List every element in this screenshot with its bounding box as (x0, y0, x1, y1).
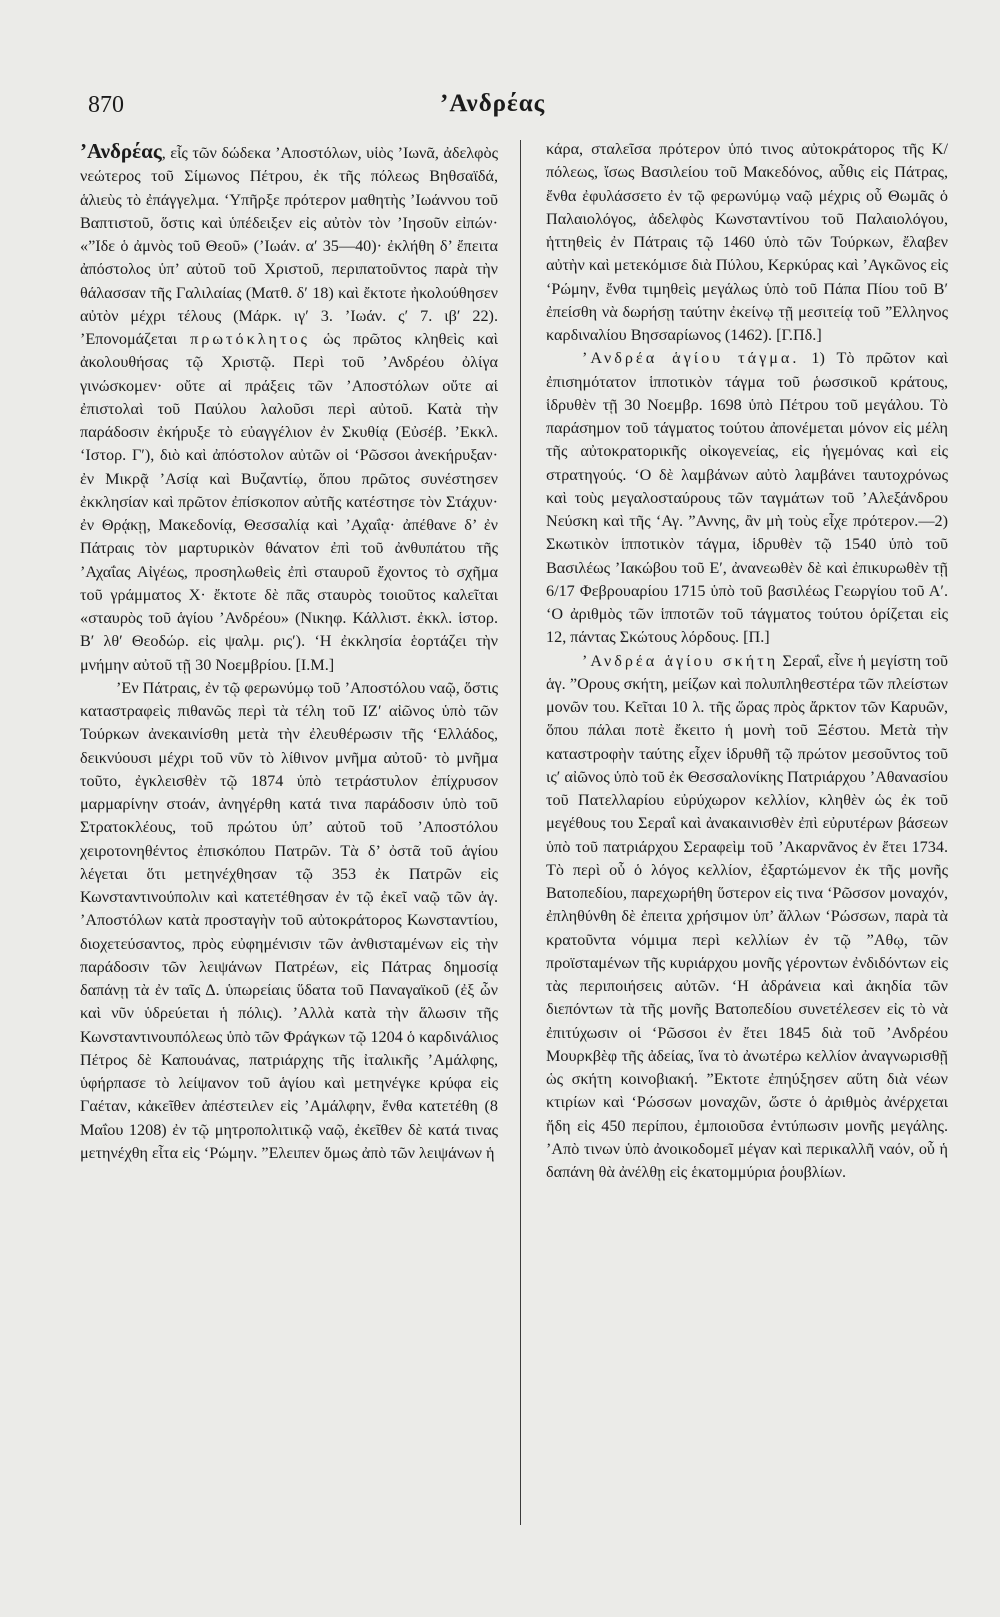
right-column (546, 138, 948, 1184)
entry-skete (546, 650, 948, 1185)
entry-andreas (80, 140, 498, 677)
page-number: 870 (88, 92, 124, 118)
left-column (80, 140, 498, 1165)
entry-headword: ’Ανδρέας (80, 139, 162, 163)
entry-order-text: 1) Τὸ πρῶτον καὶ ἐπισημότατον ἱπποτικὸν τάγμα τοῦ ῥωσσικοῦ κράτους, ἱδρυθὲν τῇ 30 Νοεμβρ. 1698 ὑπὸ Πέτρου τοῦ μεγάλου. Τὸ παράσημον τοῦ τάγματος τούτου ἀπονέμεται μόνον εἰς μέλη τῆς αὐτοκρατορικῆς οἰκογενείας, εἰς ἡγεμόνας καὶ εἰς στρατηγούς. ‘Ο δὲ λαμβάνων αὐτὸ λαμβάνει ταυτοχρόνως καὶ τοὺς μεγαλοσταύρους τῶν ταγμάτων τοῦ ’Αλεξάνδρου Νεύσκη καὶ τῆς ‘Αγ. ”Αννης, ἂν μὴ τοὺς εἶχε πρότερον.—2) Σκωτικὸν ἱπποτικὸν τάγμα, ἱδρυθὲν τῷ 1540 ὑπὸ τοῦ Βασιλέως ’Ιακώβου τοῦ Ε′, ἀνανεωθὲν δὲ καὶ ἐπικυρωθὲν τῇ 6/17 Φεβρουαρίου 1715 ὑπὸ τοῦ βασιλέως Γεωργίου τοῦ Α′. ‘Ο ἀριθμὸς τῶν ἱπποτῶν τοῦ τάγματος τούτου ὁρίζεται εἰς 12, πάντας Σκώτους λόρδους. [Π.] (546, 349, 948, 647)
entry-text-part2: ὡς πρῶτος κληθεὶς καὶ ἀκολουθήσας τῷ Χριστῷ. Περὶ τοῦ ’Ανδρέου ὀλίγα γινώσκομεν· οὔτε αἱ πράξεις τῶν ’Αποστόλων οὔτε αἱ ἐπιστολαὶ τοῦ Παύλου λαλοῦσι περὶ αὐτοῦ. Κατὰ τὴν παράδοσιν ἐκήρυξε τὸ εὐαγγέλιον ἐν Σκυθίᾳ (Εὐσέβ. ’Εκκλ. ‘Ιστορ. Γ′), διὸ καὶ ἀπόστολον αὐτῶν οἱ ‘Ρῶσσοι ἀνεκήρυξαν· ἐν Μικρᾷ ’Ασίᾳ καὶ Βυζαντίῳ, ὅπου πρῶτος συνέστησεν ἐκκλησίαν καὶ πρῶτον ἐπίσκοπον αὐτῆς κατέστησε τὸν Στάχυν· ἐν Θρᾴκῃ, Μακεδονίᾳ, Θεσσαλίᾳ καὶ ’Αχαΐᾳ· ἀπέθανε δ’ ἐν Πάτραις τὸν μαρτυρικὸν θάνατον ἐπὶ τοῦ ἀνθυπάτου τῆς ’Αχαΐας Αἰγέως, προσηλωθεὶς ἐπὶ σταυροῦ ἔχοντος τὸ σχῆμα τοῦ γράμματος Χ· ἔκτοτε δὲ πᾶς σταυρὸς τοιοῦτος καλεῖται «σταυρὸς τοῦ ἁγίου ’Ανδρέου» (Νικηφ. Κάλλιστ. ἐκκλ. ἱστορ. Β′ λθ′ Θεοδώρ. εἰς ψαλμ. ρις′). ‘Η ἐκκλησία ἑορτάζει τὴν μνήμην αὐτοῦ τῇ 30 Νοεμβρίου. [Ι.Μ.] (80, 330, 498, 674)
entry-order (546, 347, 948, 649)
entry-skete-heading: ’Ανδρέα ἁγίου σκήτη (582, 651, 779, 670)
spaced-term: πρωτόκλητος (190, 330, 310, 348)
entry-skete-text: Σεραΐ, εἶνε ἡ μεγίστη τοῦ ἁγ. ”Ορους σκήτη, μείζων καὶ πολυπληθεστέρα τῶν πλείστων μονῶν του. Κεῖται 10 λ. τῆς ὥρας πρὸς ἄρκτον τῶν Καρυῶν, ὅπου πάλαι ποτὲ ἔκειτο ἡ μονὴ τοῦ Ξέστου. Μετὰ τὴν καταστροφὴν ταύτης εἶχεν ἱδρυθῆ τῷ πρώτον μεσοῦντος τοῦ ις′ αἰῶνος ὑπὸ τοῦ ἐκ Θεσσαλονίκης Πατριάρχου ’Αθανασίου τοῦ Πατελλαρίου εὐρύχωρον κελλίον, κληθὲν ὡς ἐκ τοῦ μεγέθους του Σεραΐ καὶ ἀνακαινισθὲν ἐπὶ εὐρυτέρων βάσεων ὑπὸ τοῦ πατριάρχου Σεραφεὶμ τοῦ ’Ακαρνᾶνος ἐν ἔτει 1734. Τὸ περὶ οὗ ὁ λόγος κελλίον, ἐξαρτώμενον ἐκ τῆς μονῆς Βατοπεδίου, παρεχωρήθη ὕστερον εἰς τινα ‘Ρῶσσον μοναχόν, ἐπληθύνθη δὲ ἐπειτα χρήσιμον ὑπ’ ἄλλων ‘Ρώσσων, παρὰ τὰ κρατοῦντα νόμιμα περὶ κελλίων ἐν τῷ ”Αθῳ, τῶν προϊσταμένων τῆς κυριάρχου μονῆς γέροντων ἐνδιδόντων εἰς τὰς περιποιήσεις αὐτῶν. ‘Η ἀδράνεια καὶ ἀκηδία τῶν διεπόντων τὰ τῆς μονῆς Βατοπεδίου συνετέλεσεν εἰς τὸ νὰ ἐπιτύχωσιν οἱ ‘Ρῶσσοι ἐν ἔτει 1845 διὰ τοῦ ’Ανδρέου Μουρκβὲφ τῆς ἀδείας, ἵνα τὸ ἀνωτέρω κελλίον ἀναγνωρισθῇ ὡς σκήτη κοινοβιακή. ”Εκτοτε ἐπηύξησεν αὕτη διὰ νέων κτιρίων καὶ ‘Ρώσσων μοναχῶν, ὥστε ὁ ἀριθμὸς ἀνέρχεται ἤδη εἰς 450 περίπου, ἐμποιοῦσα ἐντύπωσιν μονῆς μεγάλης. ’Απὸ τινων ὑπὸ ἀνοικοδομεῖ μέγαν καὶ περικαλλῆ ναόν, οὗ ἡ δαπάνη θὰ ἀνέλθῃ εἰς ἑκατομμύρια ῥουβλίων. (546, 651, 948, 1181)
paragraph-patras: ’Εν Πάτραις, ἐν τῷ φερωνύμῳ τοῦ ’Αποστόλου ναῷ, ὅστις καταστραφεὶς πιθανῶς περὶ τὰ τέλη τοῦ ΙΖ′ αἰῶνος ὑπὸ τῶν Τούρκων ἀνεκαινίσθη μετὰ τὴν ἐλευθέρωσιν τῆς ‘Ελλάδος, δεικνύουσι μέχρι τοῦ νῦν τὸ λίθινον μνῆμα αὐτοῦ· τὸ μνῆμα τοῦτο, ἐγκλεισθὲν τῷ 1874 ὑπὸ τετράστυλον ἐπίχρυσον μαρμαρίνην στοάν, ἀνηγέρθη κατά τινα παράδοσιν ὑπὸ τοῦ Στρατοκλέους, τοῦ πρώτου ὑπ’ αὐτοῦ τοῦ ’Αποστόλου χειροτονηθέντος ἐπισκόπου Πατρῶν. Τὰ δ’ ὀστᾶ τοῦ ἁγίου λέγεται ὅτι μετηνέχθησαν τῷ 353 ἐκ Πατρῶν εἰς Κωνσταντινούπολιν καὶ κατετέθησαν ἐν τῷ ἐκεῖ ναῷ τῶν ἁγ. ’Αποστόλων κατὰ προσταγὴν τοῦ αὐτοκράτορος Κωνσταντίου, διοχετεύσαντος, πρὸς εὐφημένισιν τῶν ἀνθισταμένων εἰς τὴν παράδοσιν τῶν λειψάνων Πατρέων, εἰς Πάτρας δημοσίᾳ δαπάνῃ τὰ ἐν ταῖς Δ. ὑπωρείαις ὕδατα τοῦ Παναγαϊκοῦ (ἐξ ὧν καὶ νῦν ὑδρεύεται ἡ πόλις). ’Αλλὰ κατὰ τὴν ἅλωσιν τῆς Κωνσταντινουπόλεως ὑπὸ τῶν Φράγκων τῷ 1204 ὁ καρδινάλιος Πέτρος δὲ Καπουάνας, πατριάρχης τῆς ἰταλικῆς ’Αμάλφης, ὑφήρπασε τὸ λείψανον τοῦ ἁγίου καὶ μετηνέγκε κρύφα εἰς Γαέταν, κἀκεῖθεν ἀπέστειλεν εἰς ’Αμάλφην, ἔνθα κατετέθη (8 Μαΐου 1208) ἐν τῷ μητροπολιτικῷ ναῷ, ἐκεῖθεν δὲ κατά τινας μετηνέχθη εἶτα εἰς ‘Ρώμην. ”Ελειπεν ὅμως ἀπὸ τῶν λειψάνων ἡ (80, 678, 498, 1162)
paragraph-continuation: κάρα, σταλεῖσα πρότερον ὑπό τινος αὐτοκράτορος τῆς Κ/πόλεως, ἴσως Βασιλείου τοῦ Μακεδόνος, αὖθις εἰς Πάτρας, ἔνθα ἐφυλάσσετο ἐν τῷ φερωνύμῳ ναῷ μέχρις οὗ Θωμᾶς ὁ Παλαιολόγος, ἀδελφὸς Κωνσταντίνου τοῦ Παλαιολόγου, ἡττηθεὶς ἐν Πάτραις τῷ 1460 ὑπὸ τῶν Τούρκων, ἔλαβεν αὐτὴν καὶ μετεκόμισε διὰ Πύλου, Κερκύρας καὶ ’Αγκῶνος εἰς ‘Ρώμην, ἔνθα τιμηθεὶς μεγάλως ὑπὸ τοῦ Πάπα Πίου τοῦ Β′ ἐπείσθη νὰ δωρήσῃ ταύτην ἐκείνῳ τῇ μεσιτείᾳ τοῦ ”Ελληνος καρδιναλίου Βησσαρίωνος (1462). [Γ.Πδ.] (546, 140, 948, 344)
column-divider (520, 140, 521, 1525)
entry-text-part1: , εἷς τῶν δώδεκα ’Αποστόλων, υἱὸς ’Ιωνᾶ, ἀδελφὸς νεώτερος τοῦ Σίμωνος Πέτρου, ἐκ τῆς πόλεως Βηθσαϊδά, ἁλιεὺς τὸ ἐπάγγελμα. ‘Υπῆρξε πρότερον μαθητὴς ’Ιωάννου τοῦ Βαπτιστοῦ, ὅστις καὶ ὑπέδειξεν εἰς αὐτὸν τὸν ’Ιησοῦν εἰπών· «”Ιδε ὁ ἀμνὸς τοῦ Θεοῦ» (’Ιωάν. α′ 35—40)· ἐκλήθη δ’ ἔπειτα ἀπόστολος ὑπ’ αὐτοῦ τοῦ Χριστοῦ, περιπατοῦντος παρὰ τὴν θάλασσαν τῆς Γαλιλαίας (Ματθ. δ′ 18) καὶ ἔκτοτε ἠκολούθησεν αὐτὸν μέχρι τέλους (Μάρκ. ιγ′ 3. ’Ιωάν. ς′ 7. ιβ′ 22). ’Επονομάζεται (80, 144, 498, 348)
entry-order-heading: ’Ανδρέα ἁγίου τάγμα. (582, 349, 800, 368)
running-head: ’Ανδρέας (440, 90, 546, 117)
